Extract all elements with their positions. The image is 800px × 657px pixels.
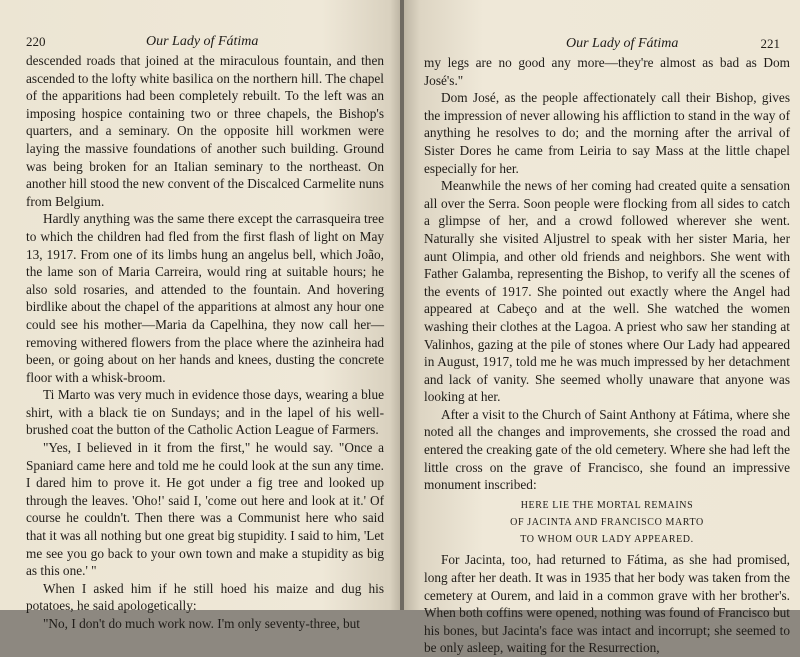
paragraph: For Jacinta, too, had returned to Fátima, as she had promised, long after her death. It was in 1935 that her body was taken from the cemetery at Ourem, and laid in a common grave with her brother's. When both coffins were opened, nothing was found of Francisco but his bones, but Jacinta's face was intact and incorrupt; she seemed to be only asleep, waiting for the Resurrection,: [424, 552, 790, 656]
paragraph: Dom José, as the people affectionately call their Bishop, gives the impression of never allowing his affliction to stand in the way of anything he resolves to do; and the morning after the arrival of Sister Dores he came from Leiria to say Mass at the little chapel especially for her.: [424, 90, 790, 176]
running-head: Our Lady of Fátima: [566, 36, 679, 51]
paragraph: When I asked him if he still hoed his maize and dug his potatoes, he said apologetically:: [26, 580, 384, 614]
paragraph: Hardly anything was the same there except the carrasqueira tree to which the children had fled from the first flash of light on May 13, 1917. From one of its limbs hung an angelus bell, which João, the lame son of Maria Carreira, would ring at suitable hours; he also sold rosaries, and attended to the fountain. And hovering birdlike about the chapel of the apparitions at almost any hour one could see his mother—Maria da Capelhina, they now call her—removing withered flowers from the place where the azinheira had been, or going about on her hands and knees, dusting the concrete floor with a whisk-broom.: [26, 211, 384, 385]
right-page: [404, 0, 800, 656]
paragraph: "Yes, I believed in it from the first," he would say. "Once a Spaniard came here and told me he could look at the sun any time. I dared him to prove it. He got under a fig tree and looked up through the leaves. 'Oho!' said I, 'come out here and look at it.' Of course he couldn't. Then there was a Communist here who said that it was all nothing but one great big stupidity. I said to him, 'Let me see you go back to your own town and make a stupidity as big as this one.' ": [26, 440, 384, 579]
page-number: 221: [760, 36, 780, 51]
page-number: 220: [26, 34, 46, 49]
inscription-line: HERE LIE THE MORTAL REMAINS: [520, 499, 694, 511]
left-page-body: [26, 52, 384, 633]
monument-inscription: [424, 497, 790, 549]
paragraph: Ti Marto was very much in evidence those days, wearing a blue shirt, with a black tie on Sundays; and in the lapel of his well-brushed coat the button of the Catholic Action League of Farmers.: [26, 387, 384, 438]
paragraph: descended roads that joined at the miraculous fountain, and then ascended to the lofty white basilica on the northern hill. The chapel of the apparitions had been completely rebuilt. To the left was an imposing hospice containing two or three chapels, the Bishop's quarters, and a seminary. On the opposite hill workmen were laying the massive foundations of another such building. Ground was being broken for an Italian seminary to the northeast. On another hill stood the new convent of the Discalced Carmelite nuns from Belgium.: [26, 53, 384, 209]
right-page-body: [424, 54, 790, 657]
paragraph: "No, I don't do much work now. I'm only seventy-three, but: [43, 616, 360, 631]
left-page-header: [26, 34, 384, 52]
paragraph: After a visit to the Church of Saint Anthony at Fátima, where she noted all the changes and improvements, she crossed the road and entered the creaking gate of the old cemetery. Where she had left the little cross on the grave of Francisco, she found an impressive monument inscribed:: [424, 406, 790, 493]
right-page-header: [424, 36, 790, 54]
paragraph: Meanwhile the news of her coming had created quite a sensation all over the Serra. Soon people were flocking from all sides to catch a glimpse of her, and a crowd followed wherever she went. Naturally she visited Aljustrel to speak with her sister Maria, her aunt Olimpia, and other old friends and neighbors. She went with Father Galamba, representing the Bishop, to verify all the scenes of the events of 1917. She pointed out exactly where the Angel had appeared at Cabeço and at the well. She watched the women washing their clothes at the Lagoa. A priest who saw her standing at Valinhos, gazing at the pile of stones where Our Lady had appeared in August, 1917, told me he was much impressed by her detachment and lack of vanity. She seemed wholly unaware that anyone was looking at her.: [424, 178, 790, 405]
inscription-line: OF JACINTA AND FRANCISCO MARTO: [510, 517, 704, 529]
inscription-line: TO WHOM OUR LADY APPEARED.: [520, 534, 694, 546]
running-head: Our Lady of Fátima: [146, 34, 259, 49]
paragraph: my legs are no good any more—they're almost as bad as Dom José's.": [424, 55, 790, 88]
left-page: [0, 0, 402, 631]
